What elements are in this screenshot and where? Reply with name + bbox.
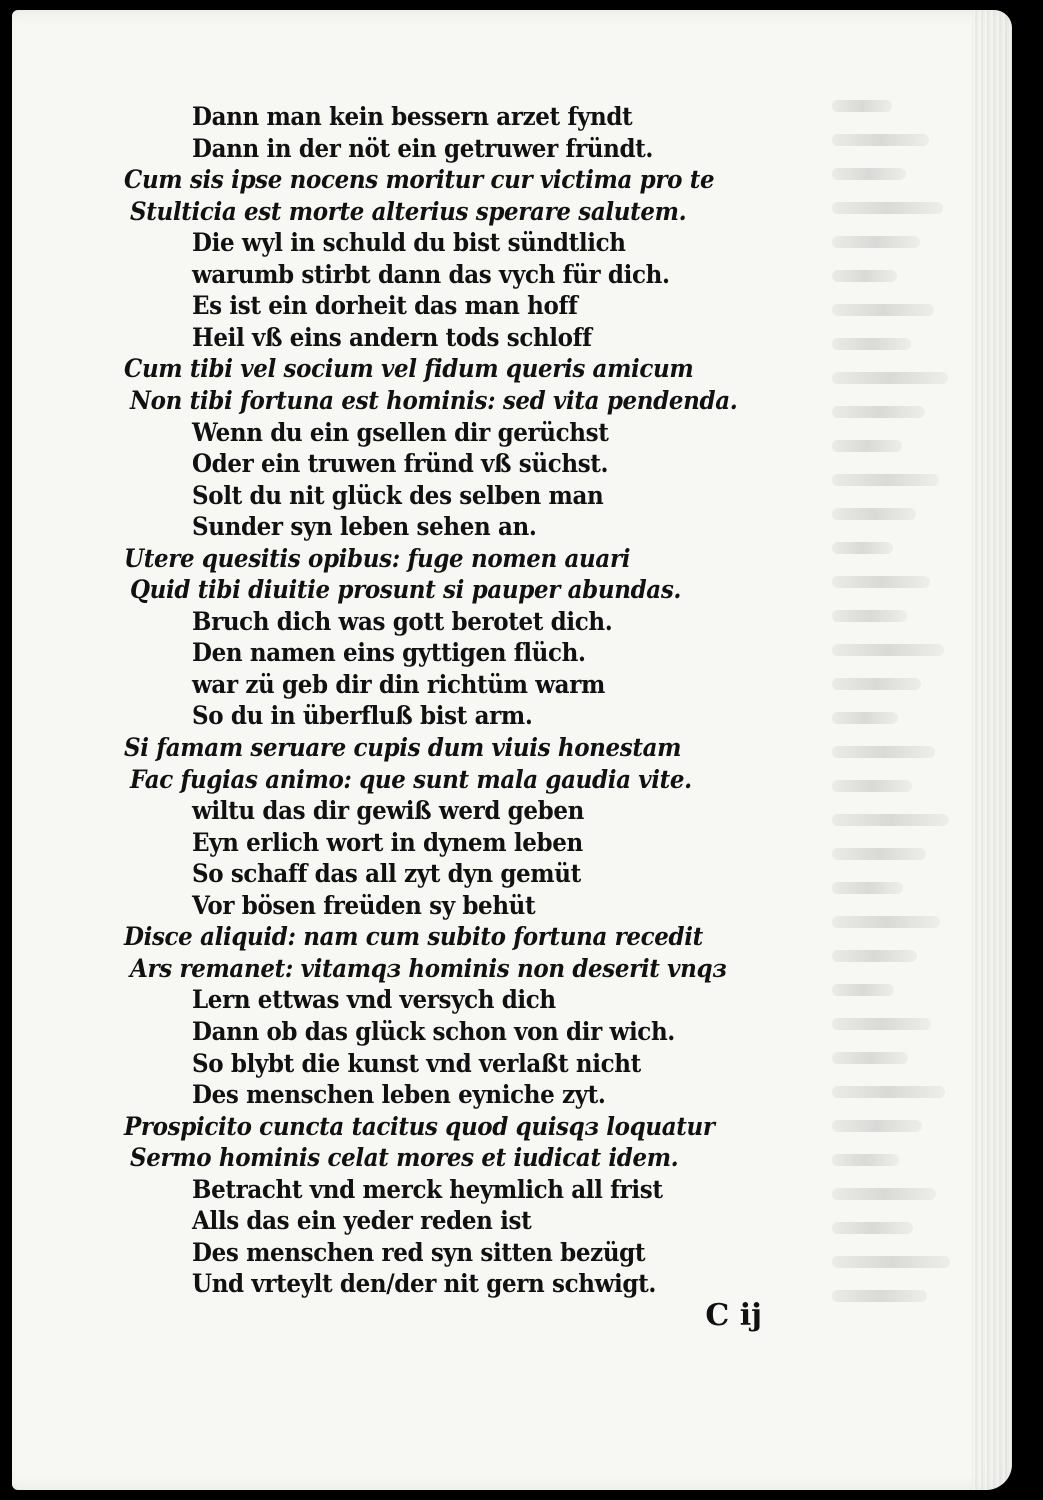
latin-verse-line: Cum tibi vel socium vel fidum queris amicum [124, 354, 694, 384]
german-verse-line: Des menschen leben eyniche zyt. [192, 1080, 606, 1110]
german-verse-line: war zü geb dir din richtüm warm [192, 669, 605, 699]
latin-verse-line: Prospicito cuncta tacitus quod quisqз loquatur [124, 1111, 715, 1141]
german-verse-line: warumb stirbt dann das vych für dich. [192, 259, 670, 289]
german-verse-line: So blybt die kunst vnd verlaßt nicht [192, 1048, 641, 1078]
latin-verse-line: Si famam seruare cupis dum viuis honestam [124, 733, 682, 762]
latin-verse-line: Ars remanet: vitamqз hominis non deserit vnqз [130, 953, 727, 983]
german-verse-line: wiltu das dir gewiß werd geben [192, 796, 585, 826]
german-verse-line: Dann in der nöt ein getruwer fründt. [192, 133, 654, 163]
german-verse-line: Dann man kein bessern arzet fyndt [192, 102, 633, 131]
german-verse-line: Des menschen red syn sitten bezügt [192, 1237, 646, 1267]
latin-verse-line: Cum sis ipse nocens moritur cur victima pro te [124, 165, 715, 195]
page-sheet [12, 10, 1012, 1490]
german-verse-line: Es ist ein dorheit das man hoff [192, 291, 578, 321]
german-verse-line: Lern ettwas vnd versych dich [192, 985, 556, 1015]
german-verse-line: So du in überfluß bist arm. [192, 701, 533, 731]
german-verse-line: Heil vß eins andern tods schloff [192, 322, 592, 352]
german-verse-line: Die wyl in schuld du bist sündtlich [192, 228, 626, 258]
latin-verse-line: Sermo hominis celat mores et iudicat idem. [130, 1143, 679, 1173]
german-verse-line: Und vrteylt den/der nit gern schwigt. [192, 1269, 656, 1299]
german-verse-line: Solt du nit glück des selben man [192, 480, 604, 510]
latin-verse-line: Non tibi fortuna est hominis: sed vita pendenda. [130, 385, 738, 415]
latin-verse-line: Utere quesitis opibus: fuge nomen auari [124, 543, 631, 573]
latin-verse-line: Stulticia est morte alterius sperare salutem. [130, 196, 687, 226]
latin-verse-line: Disce aliquid: nam cum subito fortuna recedit [124, 922, 703, 952]
german-verse-line: So schaff das all zyt dyn gemüt [192, 859, 581, 889]
latin-verse-line: Fac fugias animo: que sunt mala gaudia vite. [130, 764, 692, 794]
german-verse-line: Eyn erlich wort in dynem leben [192, 827, 583, 857]
german-verse-line: Betracht vnd merck heymlich all frist [192, 1174, 663, 1204]
signature-mark: C ij [705, 1298, 762, 1333]
german-verse-line: Dann ob das glück schon von dir wich. [192, 1016, 675, 1046]
german-verse-line: Bruch dich was gott berotet dich. [192, 606, 613, 636]
german-verse-line: Sunder syn leben sehen an. [192, 512, 537, 542]
german-verse-line: Alls das ein yeder reden ist [192, 1206, 532, 1236]
german-verse-line: Vor bösen freüden sy behüt [192, 890, 536, 920]
text-block [12, 10, 1012, 1490]
german-verse-line: Wenn du ein gsellen dir gerüchst [192, 417, 609, 447]
german-verse-line: Den namen eins gyttigen flüch. [192, 638, 586, 668]
latin-verse-line: Quid tibi diuitie prosunt si pauper abundas. [130, 575, 682, 605]
german-verse-line: Oder ein truwen fründ vß süchst. [192, 449, 609, 479]
